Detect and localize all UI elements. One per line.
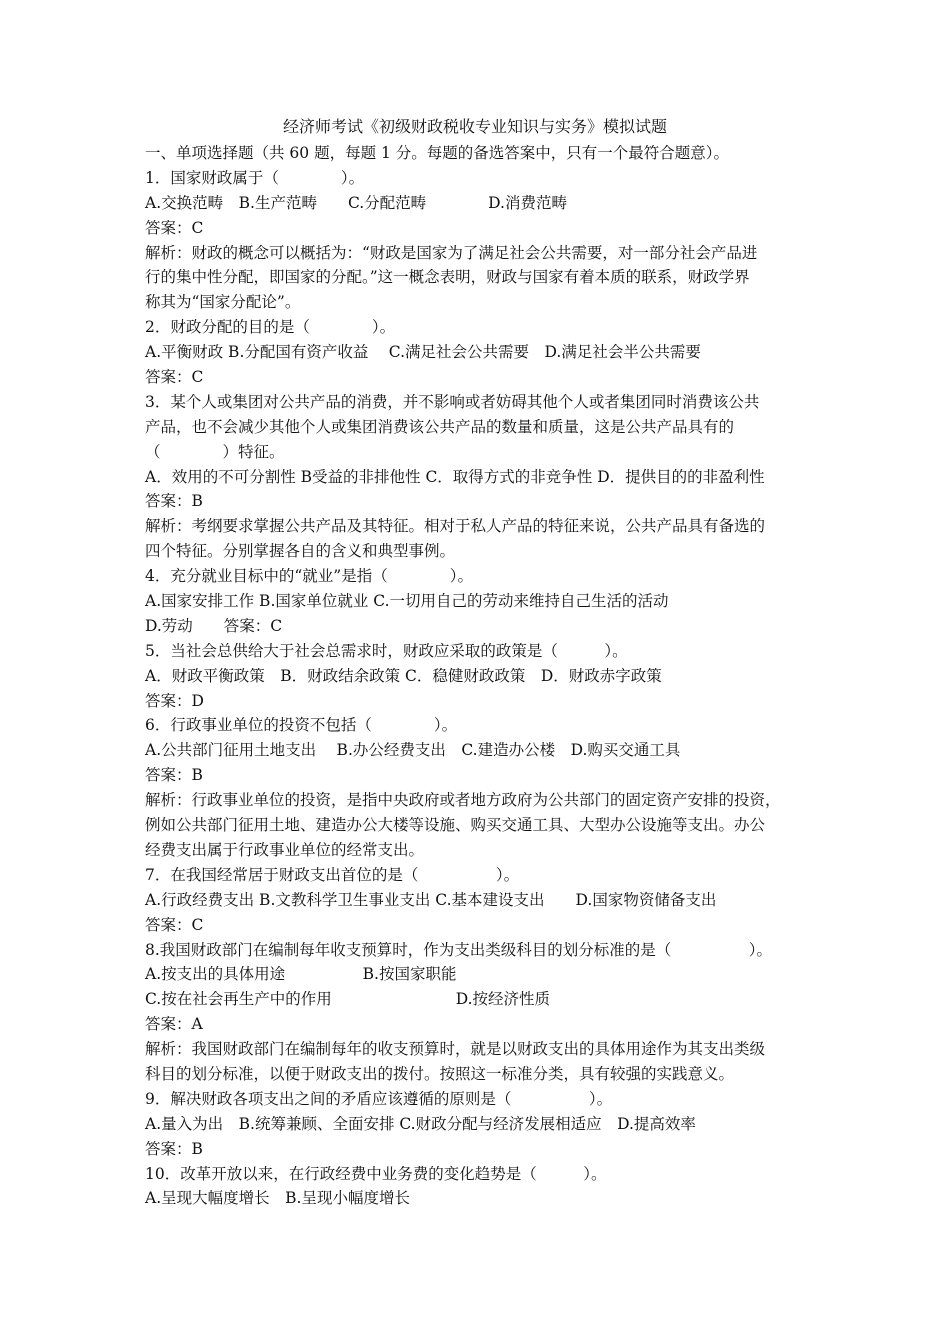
text-line: 一、单项选择题（共 60 题，每题 1 分。每题的备选答案中，只有一个最符合题意）。 [145,144,730,162]
text-line: （ ）特征。 [145,442,285,461]
document-body [145,141,815,1211]
text-line: 答案：D [145,691,204,710]
text-line: 3．某个人或集团对公共产品的消费，并不影响或者妨碍其他个人或者集团同时消费该公共 [145,392,760,411]
text-line: A.呈现大幅度增长 B.呈现小幅度增长 [145,1189,410,1208]
text-line: 解析：考纲要求掌握公共产品及其特征。相对于私人产品的特征来说，公共产品具有备选的 [145,517,766,536]
text-line: A.公共部门征用土地支出 B.办公经费支出 C.建造办公楼 D.购买交通工具 [145,741,681,760]
text-line: A．效用的不可分割性 B受益的非排他性 C．取得方式的非竞争性 D．提供目的的非盈利性 [145,467,765,486]
text-line: C.按在社会再生产中的作用 D.按经济性质 [145,990,551,1009]
text-line: A.按支出的具体用途 B.按国家职能 [145,965,457,984]
text-line: 答案：B [145,766,203,785]
text-line: A．财政平衡政策 B．财政结余政策 C．稳健财政政策 D．财政赤字政策 [145,666,662,685]
text-line: A.行政经费支出 B.文教科学卫生事业支出 C.基本建设支出 D.国家物资储备支出 [145,890,717,909]
text-line: 例如公共部门征用土地、建造办公大楼等设施、购买交通工具、大型办公设施等支出。办公 [145,816,766,835]
text-line: 经费支出属于行政事业单位的经常支出。 [145,840,425,859]
text-line: 答案：B [145,1139,203,1158]
text-line: 6．行政事业单位的投资不包括（ ）。 [145,716,458,735]
text-line: 答案：C [145,218,204,237]
text-line: 7．在我国经常居于财政支出首位的是（ ）。 [145,865,520,884]
text-line: 答案：C [145,915,204,934]
text-line: 解析：我国财政部门在编制每年的收支预算时，就是以财政支出的具体用途作为其支出类级 [145,1040,766,1059]
text-line: 10．改革开放以来，在行政经费中业务费的变化趋势是（ ）。 [145,1164,607,1183]
text-line: 解析：财政的概念可以概括为：“财政是国家为了满足社会公共需要，对一部分社会产品进 [145,243,758,262]
text-line: 4．充分就业目标中的“就业”是指（ ）。 [145,567,473,586]
text-line: D.劳动 答案：C [145,616,283,635]
text-line: 答案：A [145,1015,203,1034]
text-line: 2．财政分配的目的是（ ）。 [145,318,396,337]
text-line: 答案：B [145,492,203,511]
text-line: 解析：行政事业单位的投资，是指中央政府或者地方政府为公共部门的固定资产安排的投资， [145,791,781,810]
text-line: 行的集中性分配，即国家的分配。”这一概念表明，财政与国家有着本质的联系，财政学界 [145,268,750,287]
text-line: 9．解决财政各项支出之间的矛盾应该遵循的原则是（ ）。 [145,1089,613,1108]
document-title: 经济师考试《初级财政税收专业知识与实务》模拟试题 [282,117,667,136]
text-line: 产品，也不会减少其他个人或集团消费该公共产品的数量和质量，这是公共产品具有的 [145,417,735,436]
text-line: A.平衡财政 B.分配国有资产收益 C.满足社会公共需要 D.满足社会半公共需要 [145,343,701,362]
text-line: A.交换范畴 B.生产范畴 C.分配范畴 D.消费范畴 [145,193,567,212]
text-line: 8.我国财政部门在编制每年收支预算时，作为支出类级科目的划分标准的是（ ）。 [145,940,773,959]
text-line: 四个特征。分别掌握各自的含义和典型事例。 [145,542,456,561]
text-line: 1．国家财政属于（ ）。 [145,168,365,187]
text-line: 5．当社会总供给大于社会总需求时，财政应采取的政策是（ ）。 [145,641,628,660]
text-line: 答案：C [145,368,204,387]
text-line: A.量入为出 B.统筹兼顾、全面安排 C.财政分配与经济发展相适应 D.提高效率 [145,1114,696,1133]
text-line: 科目的划分标准，以便于财政支出的拨付。按照这一标准分类，具有较强的实践意义。 [145,1064,735,1083]
text-line: 称其为“国家分配论”。 [145,293,301,312]
text-line: A.国家安排工作 B.国家单位就业 C.一切用自己的劳动来维持自己生活的活动 [145,592,669,611]
